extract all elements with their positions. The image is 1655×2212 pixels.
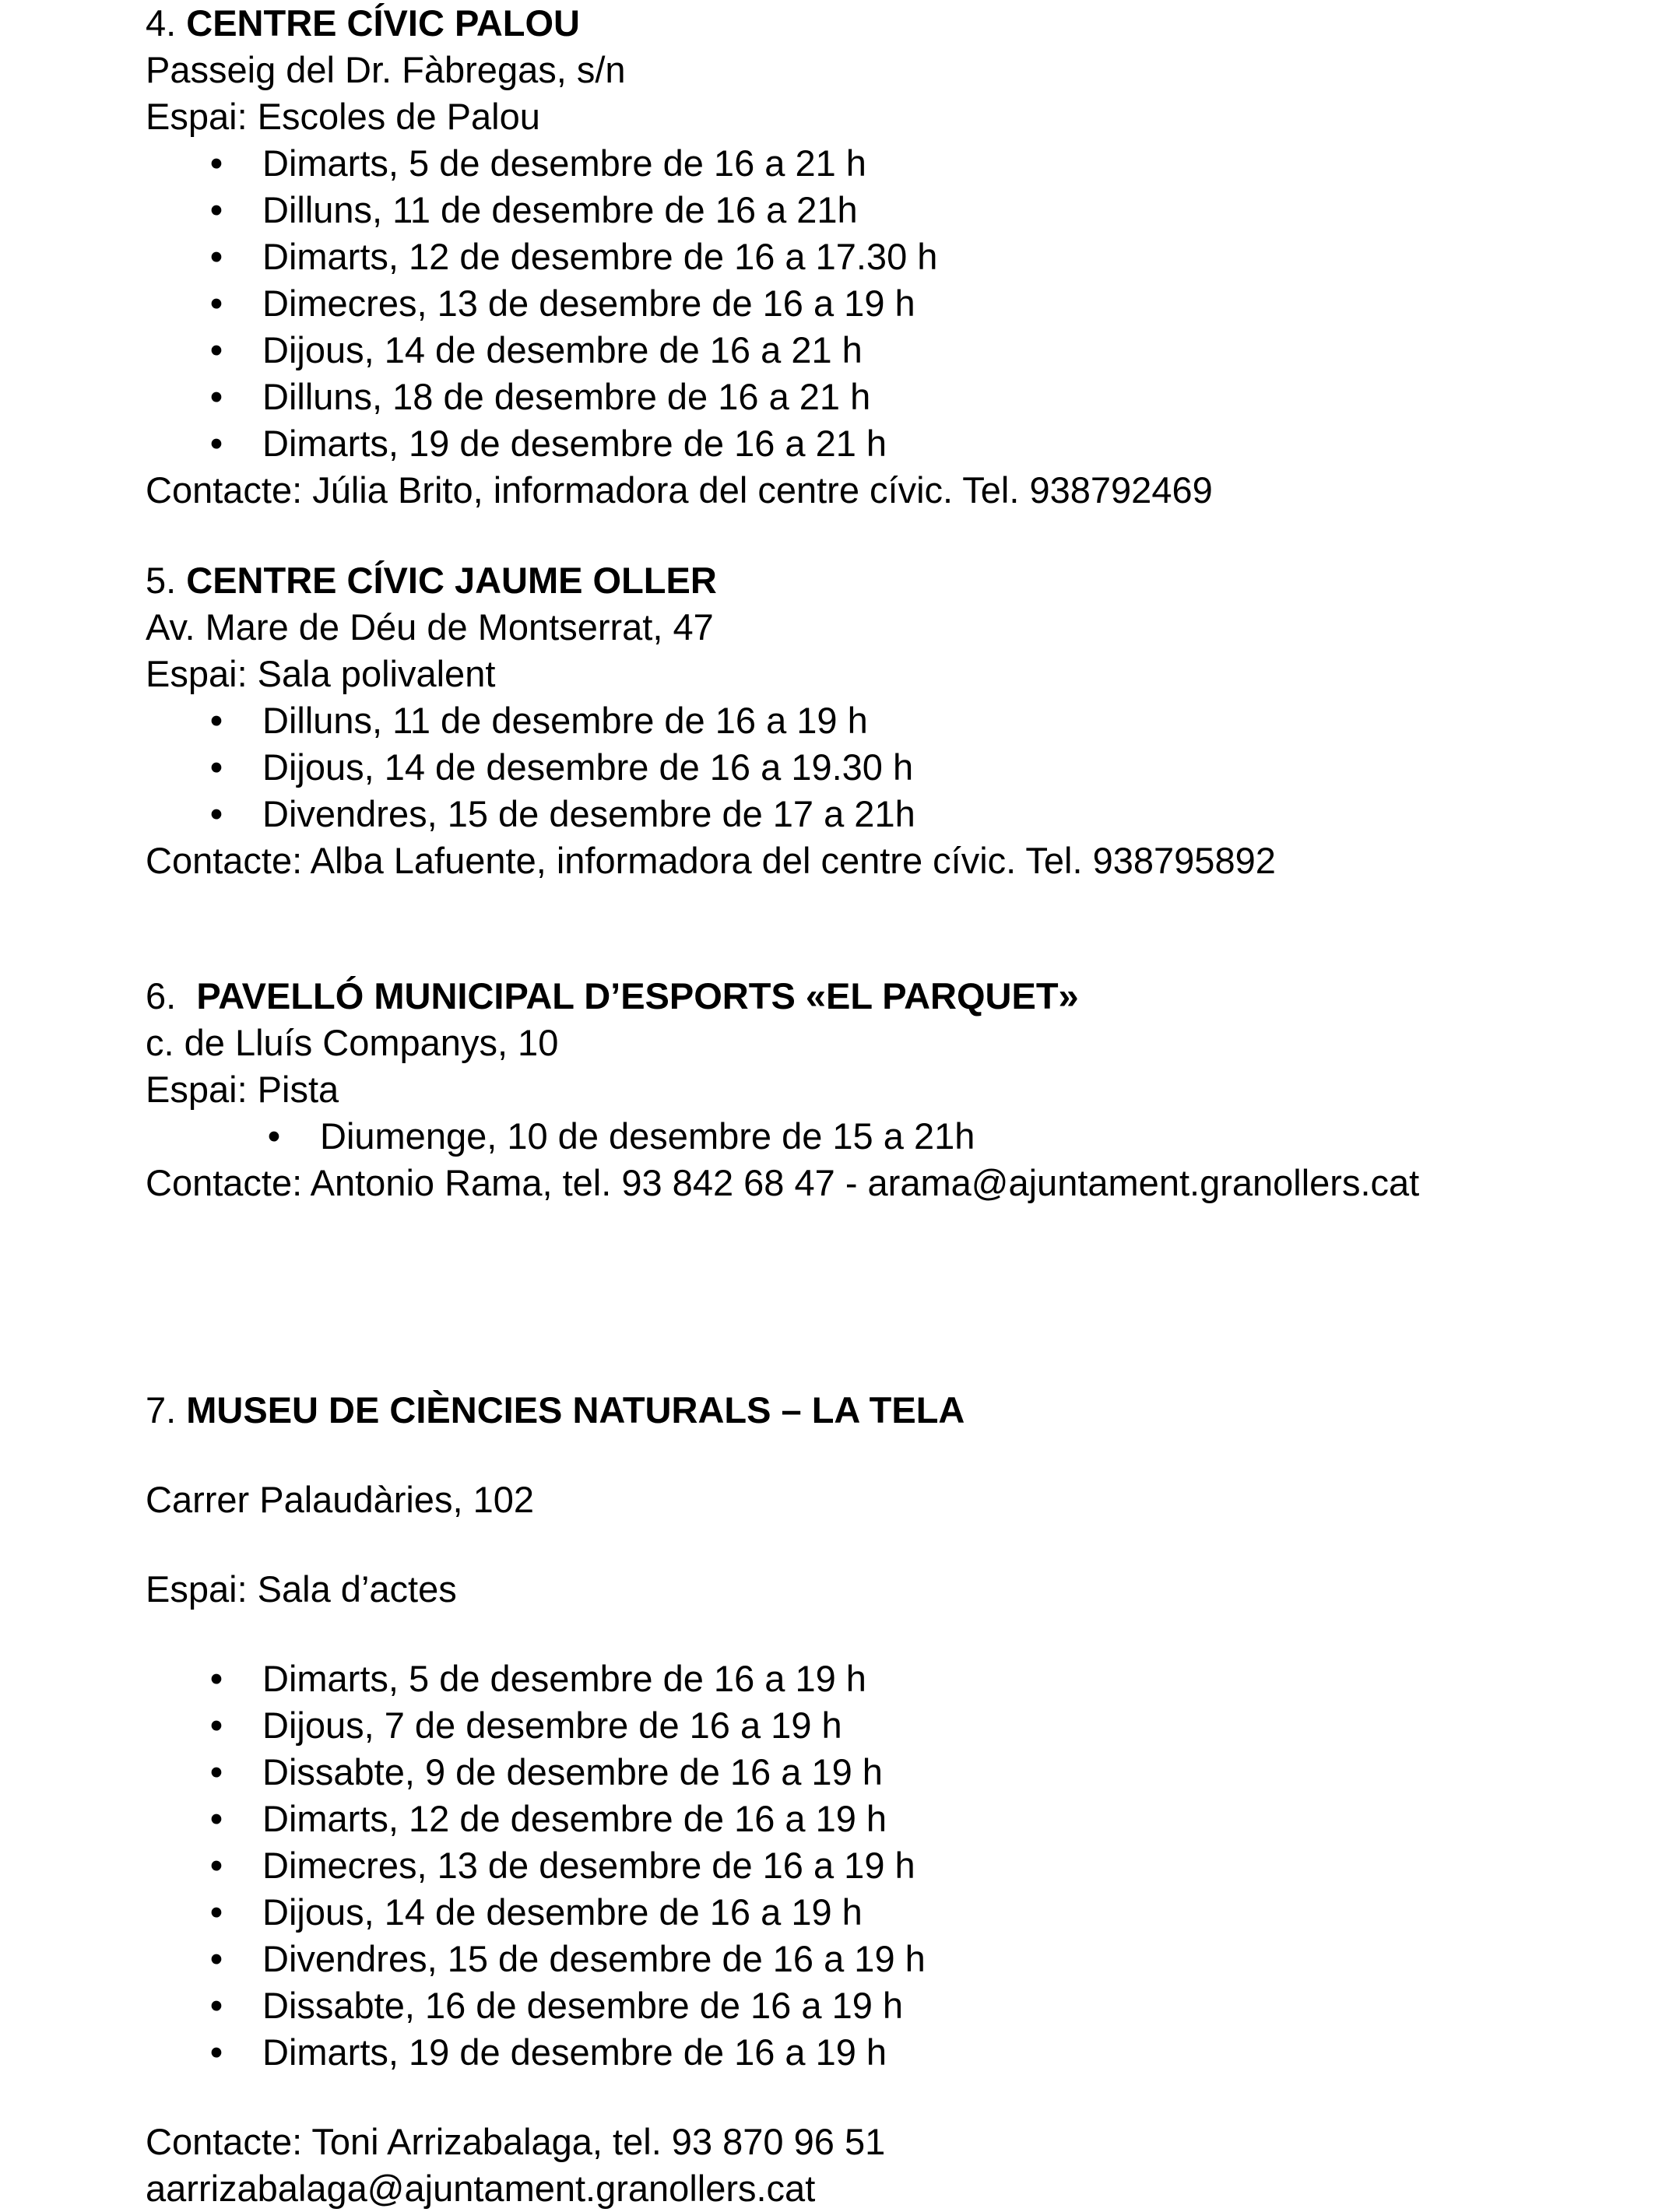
venue-contact: Contacte: Toni Arrizabalaga, tel. 93 870 96 51 [146, 2121, 886, 2162]
section-heading [146, 0, 1609, 47]
date-item: • Dilluns, 18 de desembre de 16 a 21 h [146, 374, 1609, 420]
section-title: MUSEU DE CIÈNCIES NATURALS – LA TELA [186, 1389, 965, 1431]
date-item: • Dimarts, 5 de desembre de 16 a 21 h [146, 140, 1609, 187]
date-item: • Dissabte, 9 de desembre de 16 a 19 h [146, 1749, 1609, 1796]
bullet-icon: • [209, 1658, 223, 1699]
date-item: • Dimarts, 19 de desembre de 16 a 19 h [146, 2029, 1609, 2076]
bullet-icon: • [209, 376, 223, 417]
date-item: • Dissabte, 16 de desembre de 16 a 19 h [146, 1982, 1609, 2029]
date-item: • Diumenge, 10 de desembre de 15 a 21h [146, 1113, 1609, 1160]
bullet-icon: • [209, 329, 223, 370]
venue-address: c. de Lluís Companys, 10 [146, 1022, 559, 1063]
date-item: • Dimarts, 5 de desembre de 16 a 19 h [146, 1655, 1609, 1702]
venue-address: Carrer Palaudàries, 102 [146, 1479, 534, 1520]
date-list [146, 1655, 1609, 2076]
bullet-icon: • [209, 189, 223, 230]
date-item: • Divendres, 15 de desembre de 17 a 21h [146, 791, 1609, 837]
bullet-icon: • [209, 700, 223, 741]
venue-section-centre-civic-palou [146, 0, 1609, 514]
venue-space: Espai: Pista [146, 1069, 339, 1110]
section-heading [146, 973, 1609, 1020]
bullet-icon: • [209, 283, 223, 324]
venue-section-museu-la-tela [146, 1387, 1609, 2212]
date-item: • Dimarts, 12 de desembre de 16 a 17.30 h [146, 233, 1609, 280]
section-number: 5. [146, 560, 177, 601]
document-page [146, 0, 1609, 2212]
bullet-icon: • [209, 1845, 223, 1886]
section-heading [146, 1387, 1609, 1434]
date-item: • Dijous, 7 de desembre de 16 a 19 h [146, 1702, 1609, 1749]
section-number: 6. [146, 975, 177, 1016]
section-title: CENTRE CÍVIC JAUME OLLER [186, 560, 717, 601]
date-list [146, 1113, 1609, 1160]
date-item: • Dimarts, 19 de desembre de 16 a 21 h [146, 420, 1609, 467]
venue-section-centre-civic-jaume-oller [146, 557, 1609, 884]
bullet-icon: • [209, 236, 223, 277]
bullet-icon: • [209, 1705, 223, 1746]
venue-contact: Contacte: Alba Lafuente, informadora del centre cívic. Tel. 938795892 [146, 840, 1276, 881]
bullet-icon: • [209, 423, 223, 464]
date-item: • Dimarts, 12 de desembre de 16 a 19 h [146, 1796, 1609, 1842]
venue-space: Espai: Sala polivalent [146, 653, 496, 694]
bullet-icon: • [209, 793, 223, 834]
bullet-icon: • [209, 1751, 223, 1792]
bullet-icon: • [209, 1938, 223, 1979]
venue-contact-email: aarrizabalaga@ajuntament.granollers.cat [146, 2168, 816, 2209]
section-number: 4. [146, 2, 177, 44]
venue-space: Espai: Escoles de Palou [146, 96, 540, 137]
bullet-icon: • [209, 2031, 223, 2073]
bullet-icon: • [209, 1985, 223, 2026]
date-item: • Dilluns, 11 de desembre de 16 a 21h [146, 187, 1609, 233]
bullet-icon: • [209, 746, 223, 788]
bullet-icon: • [267, 1115, 281, 1157]
date-list [146, 140, 1609, 467]
date-item: • Dimecres, 13 de desembre de 16 a 19 h [146, 280, 1609, 327]
venue-address: Passeig del Dr. Fàbregas, s/n [146, 49, 626, 90]
venue-section-pavello-el-parquet [146, 973, 1609, 1206]
date-item: • Dijous, 14 de desembre de 16 a 19 h [146, 1889, 1609, 1936]
venue-contact: Contacte: Antonio Rama, tel. 93 842 68 47 - arama@ajuntament.granollers.cat [146, 1162, 1420, 1203]
date-item: • Dimecres, 13 de desembre de 16 a 19 h [146, 1842, 1609, 1889]
venue-contact: Contacte: Júlia Brito, informadora del centre cívic. Tel. 938792469 [146, 469, 1213, 511]
date-list [146, 697, 1609, 837]
date-item: • Dijous, 14 de desembre de 16 a 19.30 h [146, 744, 1609, 791]
section-heading [146, 557, 1609, 604]
bullet-icon: • [209, 1891, 223, 1933]
bullet-icon: • [209, 1798, 223, 1839]
section-title: CENTRE CÍVIC PALOU [186, 2, 580, 44]
bullet-icon: • [209, 142, 223, 184]
section-title: PAVELLÓ MUNICIPAL D’ESPORTS «EL PARQUET» [196, 975, 1079, 1016]
date-item: • Divendres, 15 de desembre de 16 a 19 h [146, 1936, 1609, 1982]
venue-address: Av. Mare de Déu de Montserrat, 47 [146, 606, 714, 648]
section-number: 7. [146, 1389, 177, 1431]
date-item: • Dijous, 14 de desembre de 16 a 21 h [146, 327, 1609, 374]
date-item: • Dilluns, 11 de desembre de 16 a 19 h [146, 697, 1609, 744]
venue-space: Espai: Sala d’actes [146, 1568, 457, 1610]
